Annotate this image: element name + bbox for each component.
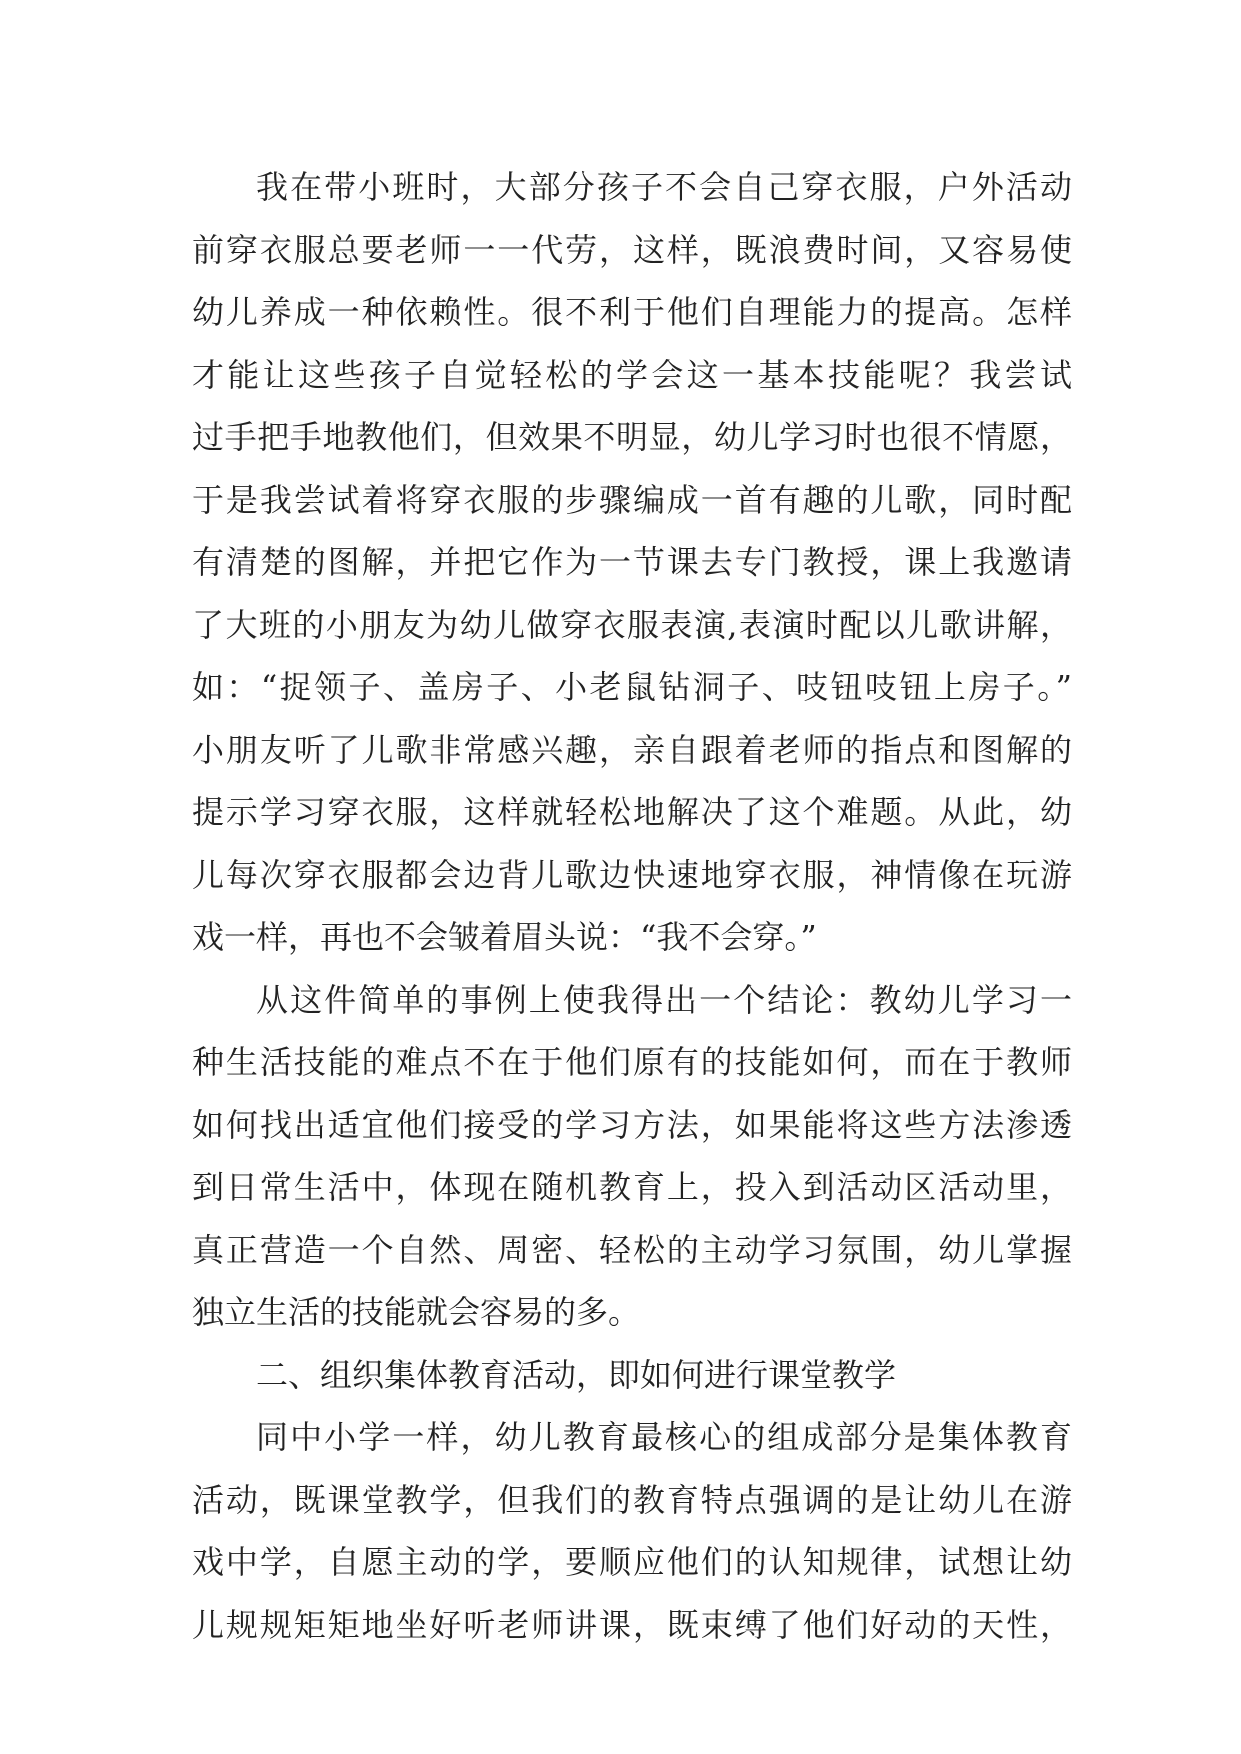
paragraph-line: 了大班的小朋友为幼儿做穿衣服表演,表演时配以儿歌讲解， — [192, 605, 1072, 644]
paragraph-line: 真正营造一个自然、周密、轻松的主动学习氛围，幼儿掌握 — [192, 1230, 1072, 1269]
paragraph-line: 如：“捉领子、盖房子、小老鼠钻洞子、吱钮吱钮上房子。” — [192, 668, 1072, 706]
paragraph-line: 有清楚的图解，并把它作为一节课去专门教授，课上我邀请 — [192, 543, 1072, 581]
paragraph-line: 才能让这些孩子自觉轻松的学会这一基本技能呢？我尝试 — [192, 355, 1072, 394]
paragraph-line: 独立生活的技能就会容易的多。 — [192, 1293, 641, 1331]
paragraph-line: 幼儿养成一种依赖性。很不利于他们自理能力的提高。怎样 — [192, 293, 1072, 331]
paragraph-line: 同中小学一样，幼儿教育最核心的组成部分是集体教育 — [256, 1418, 1072, 1456]
document-body — [192, 156, 1072, 1656]
section-heading: 二、组织集体教育活动，即如何进行课堂教学 — [256, 1355, 897, 1394]
paragraph-line: 于是我尝试着将穿衣服的步骤编成一首有趣的儿歌，同时配 — [192, 480, 1072, 519]
paragraph-line: 儿规规矩矩地坐好听老师讲课，既束缚了他们好动的天性， — [192, 1605, 1072, 1644]
paragraph-line: 提示学习穿衣服，这样就轻松地解决了这个难题。从此，幼 — [192, 793, 1072, 831]
paragraph-line: 戏中学，自愿主动的学，要顺应他们的认知规律，试想让幼 — [192, 1543, 1072, 1581]
paragraph-line: 如何找出适宜他们接受的学习方法，如果能将这些方法渗透 — [192, 1105, 1072, 1144]
paragraph-line: 小朋友听了儿歌非常感兴趣，亲自跟着老师的指点和图解的 — [192, 730, 1072, 769]
paragraph-line: 活动，既课堂教学，但我们的教育特点强调的是让幼儿在游 — [192, 1480, 1072, 1519]
paragraph-line: 戏一样，再也不会皱着眉头说：“我不会穿。” — [192, 918, 817, 956]
paragraph-line: 前穿衣服总要老师一一代劳，这样，既浪费时间，又容易使 — [192, 230, 1072, 269]
paragraph-line: 儿每次穿衣服都会边背儿歌边快速地穿衣服，神情像在玩游 — [192, 855, 1072, 894]
paragraph-line: 我在带小班时，大部分孩子不会自己穿衣服，户外活动 — [256, 168, 1072, 206]
paragraph-line: 从这件简单的事例上使我得出一个结论：教幼儿学习一 — [256, 980, 1072, 1019]
paragraph-line: 到日常生活中，体现在随机教育上，投入到活动区活动里， — [192, 1168, 1072, 1206]
paragraph-line: 过手把手地教他们，但效果不明显，幼儿学习时也很不情愿， — [192, 418, 1072, 456]
paragraph-line: 种生活技能的难点不在于他们原有的技能如何，而在于教师 — [192, 1043, 1072, 1081]
